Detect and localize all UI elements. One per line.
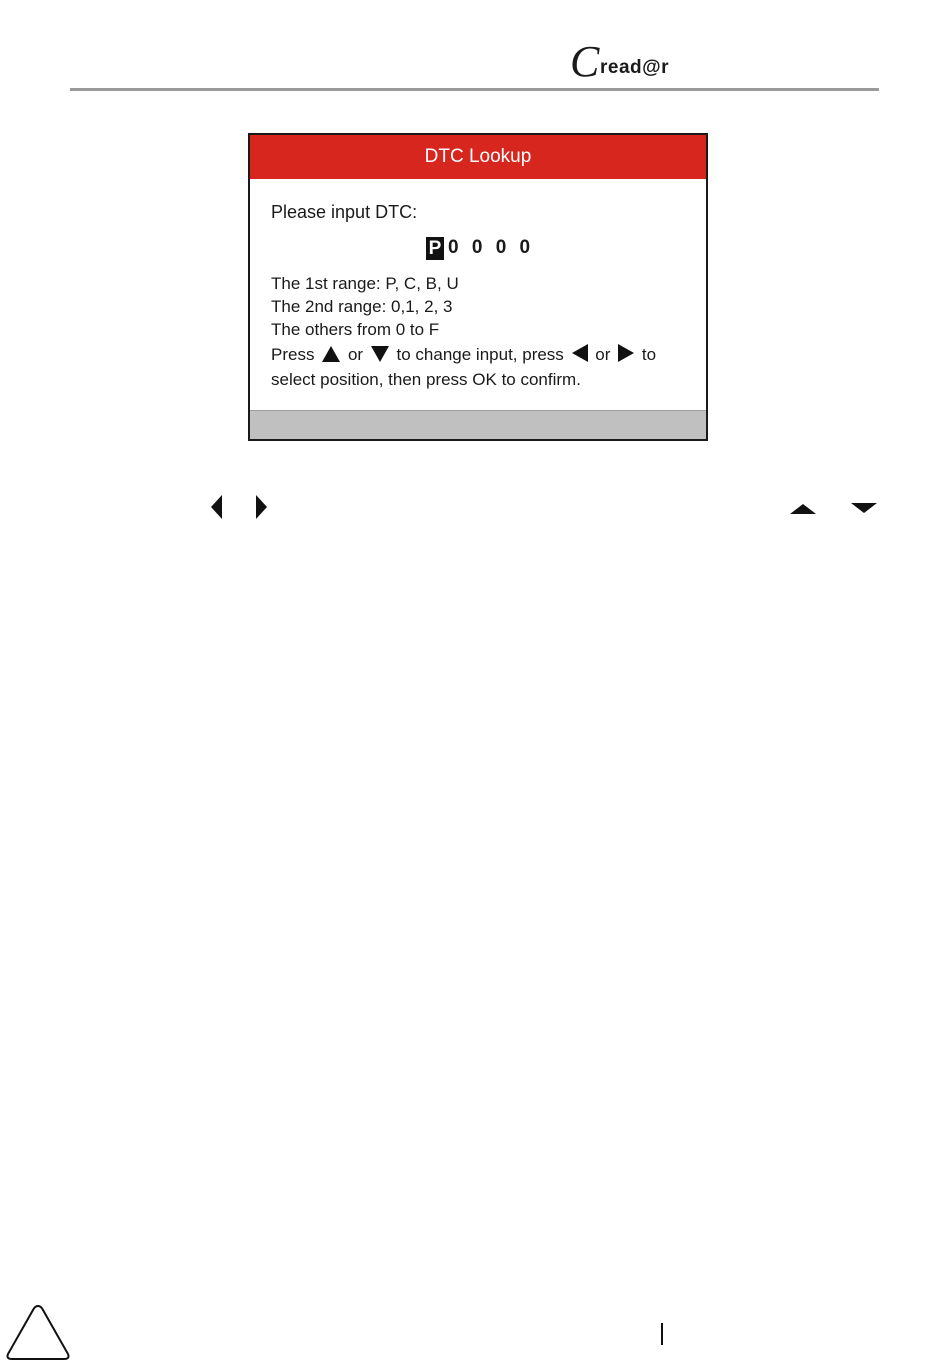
up-triangle-icon bbox=[322, 346, 340, 362]
dtc-prompt: Please input DTC: bbox=[271, 202, 418, 222]
instruction-or-2: or bbox=[595, 345, 611, 364]
logo-letter-c: C bbox=[570, 37, 600, 86]
left-arrow-icon bbox=[211, 495, 222, 519]
dtc-cursor-char[interactable]: P bbox=[426, 237, 444, 260]
screen-footer-bar bbox=[250, 410, 706, 439]
warning-triangle-icon bbox=[4, 1302, 72, 1362]
header-divider bbox=[70, 88, 879, 91]
right-triangle-icon bbox=[618, 344, 634, 362]
instruction-or-1: or bbox=[347, 345, 364, 364]
down-arrow-icon bbox=[851, 503, 877, 513]
right-arrow-icon bbox=[256, 495, 267, 519]
instruction-press: Press bbox=[271, 345, 315, 364]
second-range-text: The 2nd range: 0,1, 2, 3 bbox=[271, 297, 453, 316]
first-range-text: The 1st range: P, C, B, U bbox=[271, 274, 459, 293]
up-arrow-icon bbox=[790, 504, 816, 514]
page-marker bbox=[661, 1323, 663, 1345]
screen-title: DTC Lookup bbox=[250, 135, 706, 179]
instruction-line bbox=[271, 344, 656, 365]
logo-text: read@r bbox=[600, 57, 670, 78]
down-triangle-icon bbox=[371, 346, 389, 362]
instruction-line-2: select position, then press OK to confirm. bbox=[271, 370, 581, 389]
instruction-to: to bbox=[641, 345, 657, 364]
device-screen bbox=[248, 133, 708, 441]
instruction-change-input: to change input, press bbox=[396, 345, 564, 364]
dtc-input[interactable] bbox=[426, 235, 534, 261]
dtc-digits: 0 0 0 0 bbox=[448, 237, 535, 258]
others-range-text: The others from 0 to F bbox=[271, 320, 440, 339]
left-triangle-icon bbox=[572, 344, 588, 362]
